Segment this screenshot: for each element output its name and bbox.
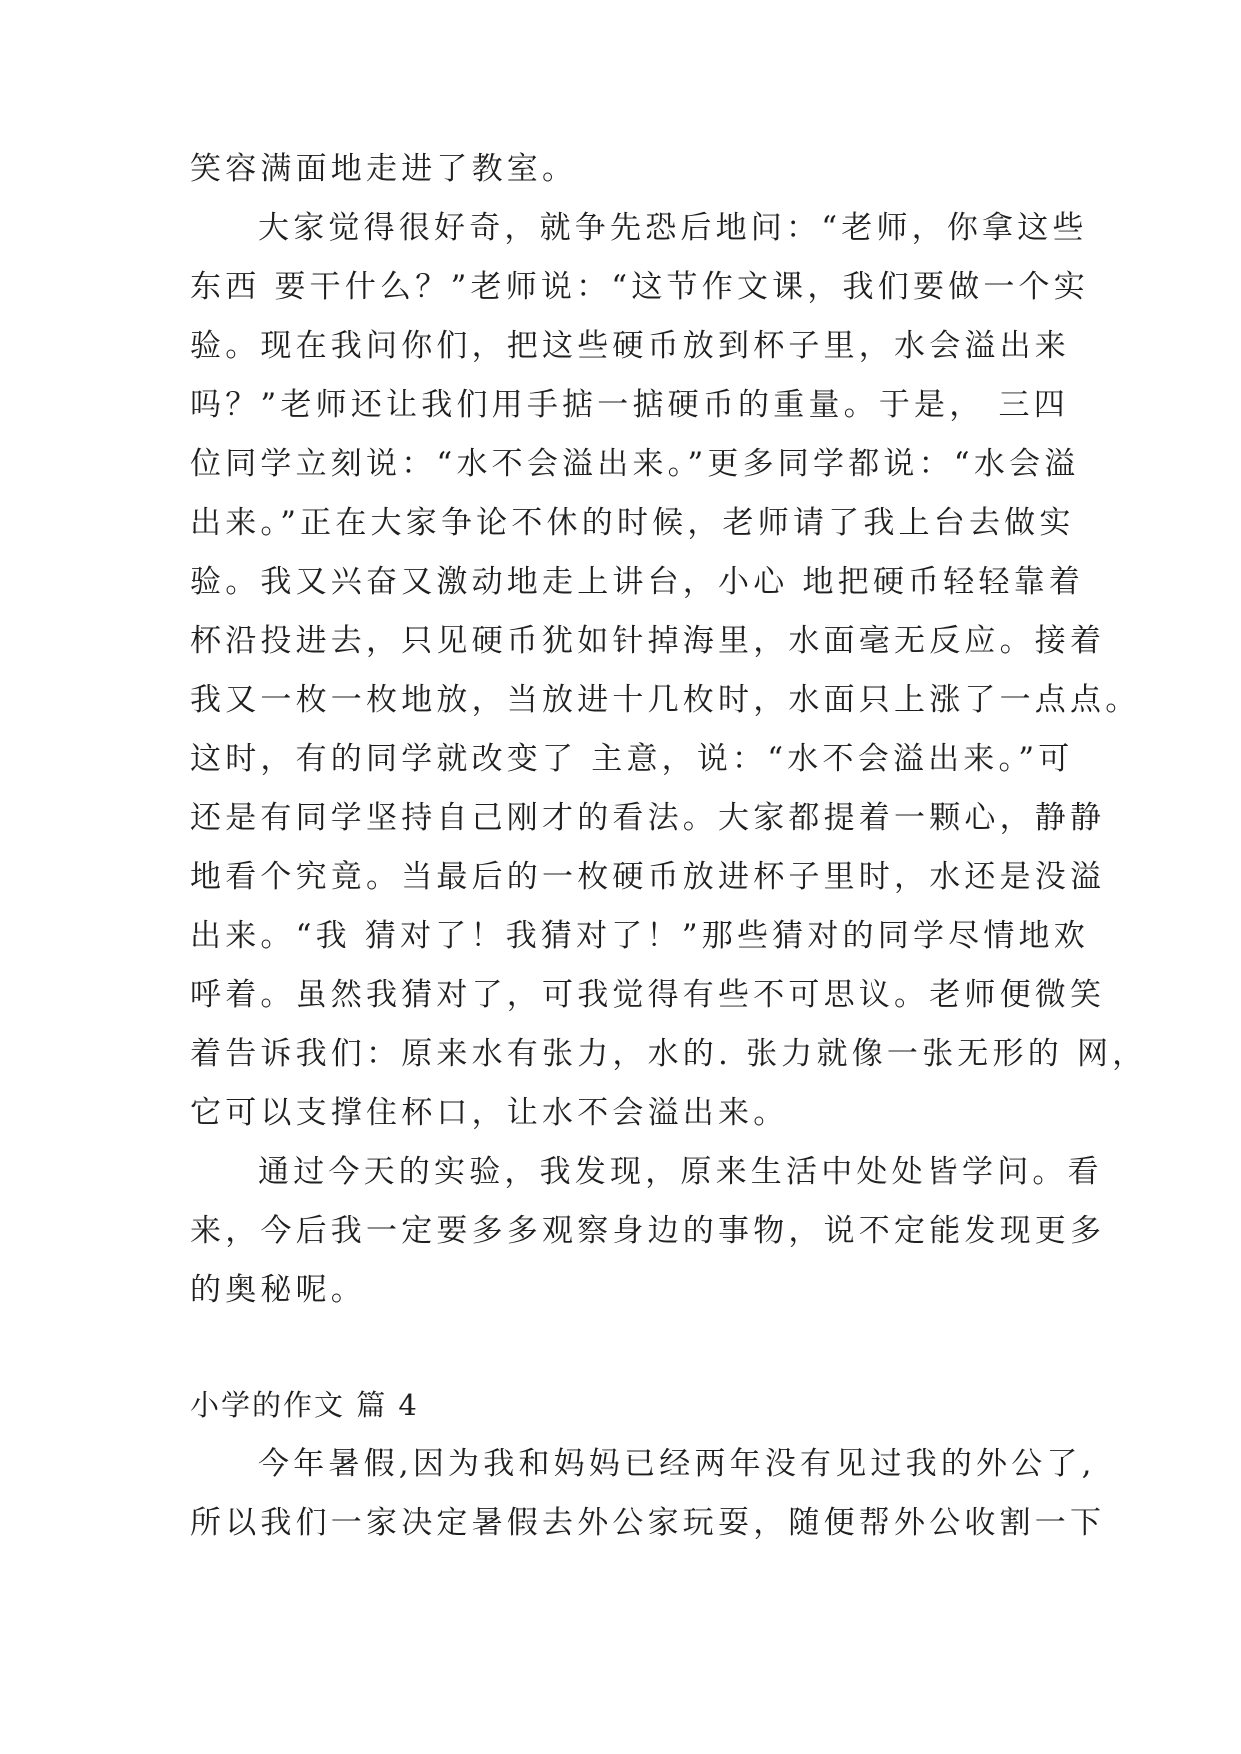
text-line: 所以我们一家决定暑假去外公家玩耍，随便帮外公收割一下: [190, 1505, 1106, 1541]
text-line: 吗？”老师还让我们用手掂一掂硬币的重量。于是， 三四: [190, 387, 1069, 423]
text-line: 杯沿投进去，只见硬币犹如针掉海里，水面毫无反应。接着: [190, 623, 1106, 659]
text-line: 验。我又兴奋又激动地走上讲台，小心 地把硬币轻轻靠着: [190, 564, 1085, 600]
paragraph-experiment: [190, 199, 1148, 1143]
text-line: 今年暑假,因为我和妈妈已经两年没有见过我的外公了,: [258, 1446, 1096, 1482]
text-line: 它可以支撑住杯口，让水不会溢出来。: [190, 1095, 789, 1131]
text-line: 大家觉得很好奇，就争先恐后地问：“老师，你拿这些: [258, 210, 1088, 246]
text-line: 地看个究竟。当最后的一枚硬币放进杯子里时，水还是没溢: [190, 859, 1106, 895]
text-line: 着告诉我们：原来水有张力，水的. 张力就像一张无形的 网，: [190, 1036, 1148, 1072]
text-line: 笑容满面地走进了教室。: [190, 151, 578, 187]
section-title: 小学的作文 篇 4: [190, 1388, 419, 1422]
paragraph-conclusion: [190, 1143, 1106, 1320]
paragraph-continuation: [190, 140, 1060, 199]
text-line: 的奥秘呢。: [190, 1272, 366, 1308]
section-spacer: [190, 1320, 1060, 1376]
text-line: 我又一枚一枚地放，当放进十几枚时，水面只上涨了一点点。: [190, 682, 1141, 718]
text-line: 验。现在我问你们，把这些硬币放到杯子里，水会溢出来: [190, 328, 1070, 364]
document-page: [190, 140, 1148, 1553]
text-line: 这时，有的同学就改变了 主意，说：“水不会溢出来。”可: [190, 741, 1074, 777]
text-line: 东西 要干什么？”老师说：“这节作文课，我们要做一个实: [190, 269, 1089, 305]
paragraph-summer: [190, 1435, 1106, 1553]
text-line: 出来。”正在大家争论不休的时候，老师请了我上台去做实: [190, 505, 1075, 541]
text-line: 呼着。虽然我猜对了，可我觉得有些不可思议。老师便微笑: [190, 977, 1106, 1013]
text-line: 位同学立刻说：“水不会溢出来。”更多同学都说：“水会溢: [190, 446, 1080, 482]
text-line: 还是有同学坚持自己刚才的看法。大家都提着一颗心，静静: [190, 800, 1106, 836]
text-line: 通过今天的实验，我发现，原来生活中处处皆学问。看: [258, 1154, 1103, 1190]
text-line: 来，今后我一定要多多观察身边的事物，说不定能发现更多: [190, 1213, 1106, 1249]
section-heading: [190, 1376, 1060, 1435]
text-line: 出来。“我 猜对了！我猜对了！”那些猜对的同学尽情地欢: [190, 918, 1089, 954]
